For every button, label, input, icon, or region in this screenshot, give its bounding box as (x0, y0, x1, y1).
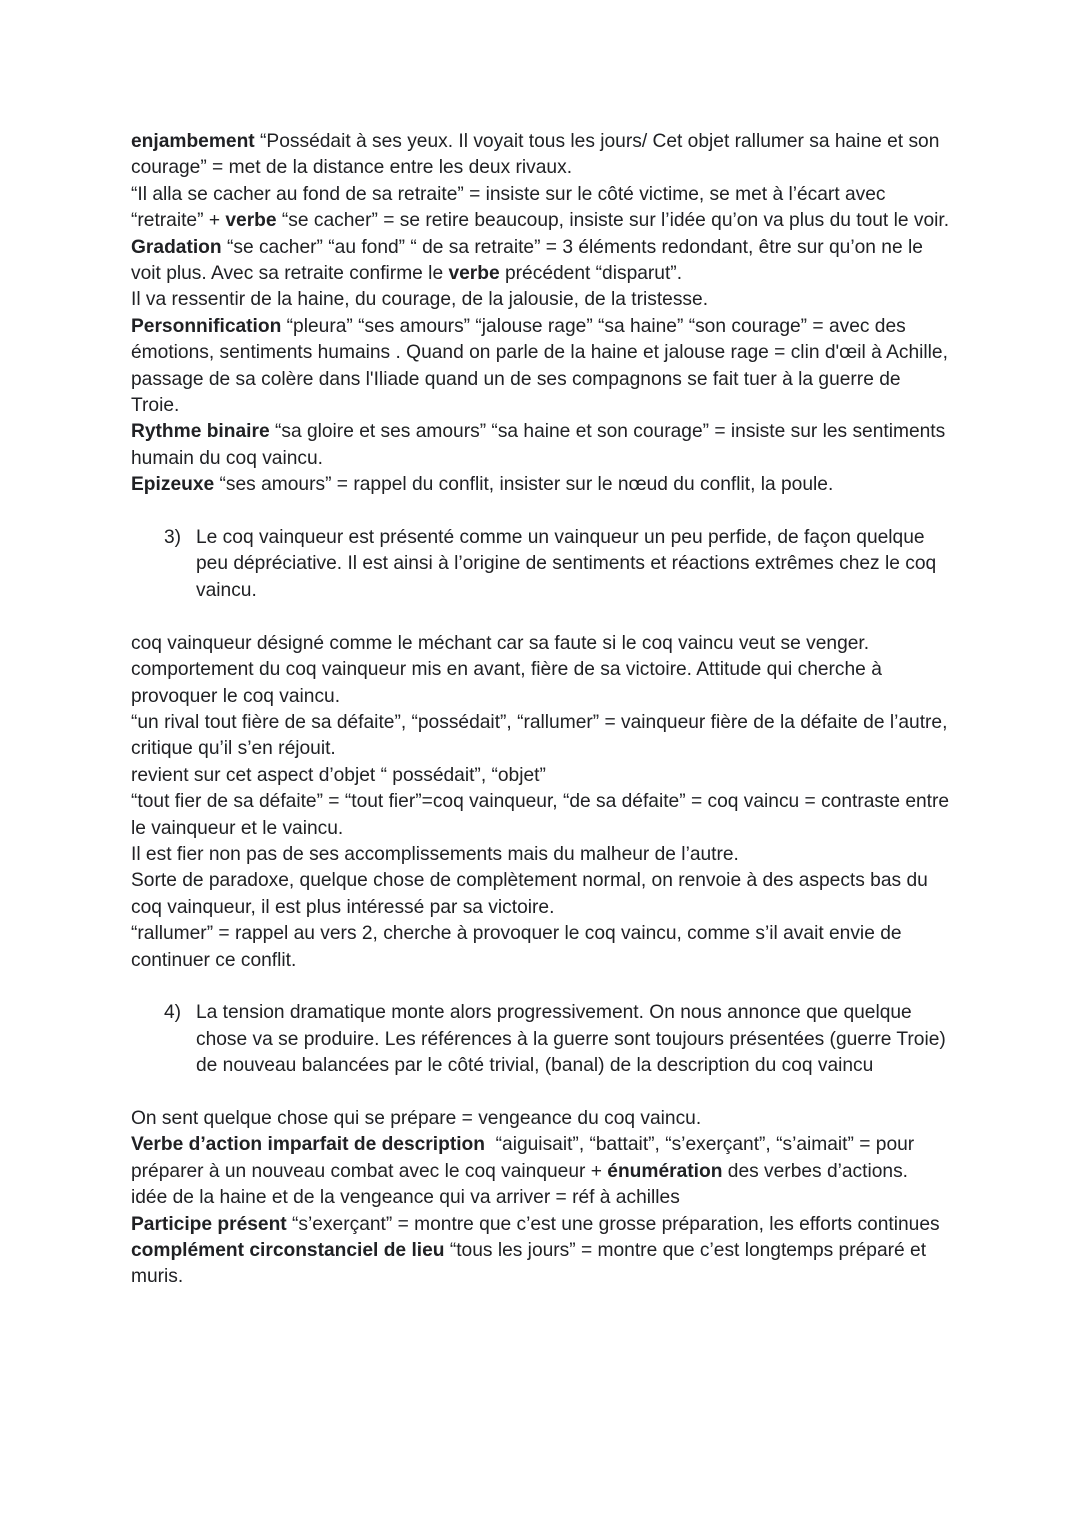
numbered-point-text: Le coq vainqueur est présenté comme un vainqueur un peu perfide, de façon quelque peu dépréciative. Il est ainsi à l’origine de sentiments et réactions extrêmes chez le coq vaincu. (196, 527, 937, 601)
paragraph: coq vainqueur désigné comme le méchant car sa faute si le coq vaincu veut se venger. (131, 632, 870, 654)
term-verbe-action: Verbe d’action imparfait de description (131, 1134, 485, 1156)
paragraph: Sorte de paradoxe, quelque chose de complètement normal, on renvoie à des aspects bas du coq vainqueur, il est plus intéressé par sa victoire. (131, 870, 928, 918)
paragraph-text: “Il alla se cacher au fond de sa retraite” = insiste sur le côté victime, se met à l’écart avec “retraite” + (131, 183, 886, 232)
paragraph-personnification (131, 314, 951, 420)
document-body (131, 129, 951, 1291)
paragraph-text: précédent “disparut”. (499, 263, 683, 285)
paragraph-gradation (131, 235, 951, 288)
paragraph-participe-present (131, 1212, 951, 1238)
paragraph: On sent quelque chose qui se prépare = vengeance du coq vaincu. (131, 1107, 702, 1129)
paragraph-text: “aiguisait”, “battait”, “s’exerçant”, “s’aimait” = pour préparer à un nouveau combat avec le coq vainqueur + (131, 1134, 920, 1182)
paragraph-text: “se cacher” “au fond” “ de sa retraite” = 3 éléments redondant, être sur qu’on ne le voit plus. Avec sa retraite confirme le (131, 236, 923, 285)
paragraph: “rallumer” = rappel au vers 2, cherche à provoquer le coq vaincu, comme s’il avait envie de continuer ce conflit. (131, 923, 902, 971)
term-enumeration: énumération (607, 1160, 723, 1182)
paragraph-text: “ses amours” = rappel du conflit, insister sur le nœud du conflit, la poule. (214, 474, 834, 496)
paragraph-text: “pleura” “ses amours” “jalouse rage” “sa haine” “son courage” = avec des émotions, sentiments humains . Quand on parle de la haine et jalouse rage = clin d'œil à Achille, passage de sa colère dans l'Iliade quand un de ses compagnons se fait tuer à la guerre de Troie. (131, 315, 948, 417)
paragraph-text: “s’exerçant” = montre que c’est une grosse préparation, les efforts continues (286, 1213, 940, 1235)
numbered-point-4 (131, 1000, 951, 1079)
term-epizeuxe: Epizeuxe (131, 474, 215, 496)
paragraph: Il est fier non pas de ses accomplissements mais du malheur de l’autre. (131, 843, 739, 865)
list-number: 3) (164, 527, 182, 549)
paragraph: “un rival tout fière de sa défaite”, “possédait”, “rallumer” = vainqueur fière de la défaite de l’autre, critique qu’il s’en réjouit. (131, 711, 948, 760)
paragraph-complement (131, 1238, 951, 1291)
term-participe-present: Participe présent (131, 1213, 287, 1235)
paragraph: comportement du coq vainqueur mis en avant, fière de sa victoire. Attitude qui cherche à provoquer le coq vaincu. (131, 659, 882, 707)
spacer (131, 974, 951, 1000)
paragraph-sentiments: Il va ressentir de la haine, du courage, de la jalousie, de la tristesse. (131, 289, 709, 311)
term-complement-circonstanciel: complément circonstanciel de lieu (131, 1240, 445, 1261)
paragraph-epizeuxe (131, 472, 951, 498)
paragraph-text: “Possédait à ses yeux. Il voyait tous les jours/ Cet objet rallumer sa haine et son courage” = met de la distance entre les deux rivaux. (131, 131, 940, 179)
term-personnification: Personnification (131, 315, 282, 337)
spacer (131, 604, 951, 630)
paragraph: idée de la haine et de la vengeance qui va arriver = réf à achilles (131, 1187, 680, 1209)
paragraph-verbe-action (131, 1132, 951, 1185)
paragraph: revient sur cet aspect d’objet “ possédait”, “objet” (131, 764, 546, 786)
paragraph-retraite (131, 182, 951, 235)
paragraph-text: des verbes d’actions. (722, 1160, 909, 1182)
list-number: 4) (164, 1002, 182, 1024)
paragraph-text: “sa gloire et ses amours” “sa haine et son courage” = insiste sur les sentiments humain du coq vaincu. (131, 421, 946, 469)
term-verbe: verbe (225, 210, 277, 232)
numbered-point-text: La tension dramatique monte alors progressivement. On nous annonce que quelque chose va se produire. Les références à la guerre sont toujours présentées (guerre Troie) de nouveau balancées par le côté trivial, (banal) de la description du coq vaincu (196, 1002, 946, 1077)
term-enjambement: enjambement (131, 131, 255, 152)
paragraph-rythme-binaire (131, 419, 951, 472)
term-rythme-binaire: Rythme binaire (131, 421, 270, 443)
term-verbe: verbe (448, 263, 500, 285)
term-gradation: Gradation (131, 236, 222, 258)
numbered-point-3 (131, 525, 951, 604)
paragraph-enjambement (131, 129, 951, 182)
spacer (131, 499, 951, 525)
paragraph-text: “tous les jours” = montre que c’est longtemps préparé et muris. (131, 1240, 927, 1288)
spacer (131, 1080, 951, 1106)
paragraph: “tout fier de sa défaite” = “tout fier”=coq vainqueur, “de sa défaite” = coq vaincu = contraste entre le vainqueur et le vaincu. (131, 791, 950, 839)
paragraph-text: “se cacher” = se retire beaucoup, insiste sur l’idée qu’on va plus du tout le voir. (276, 210, 950, 232)
